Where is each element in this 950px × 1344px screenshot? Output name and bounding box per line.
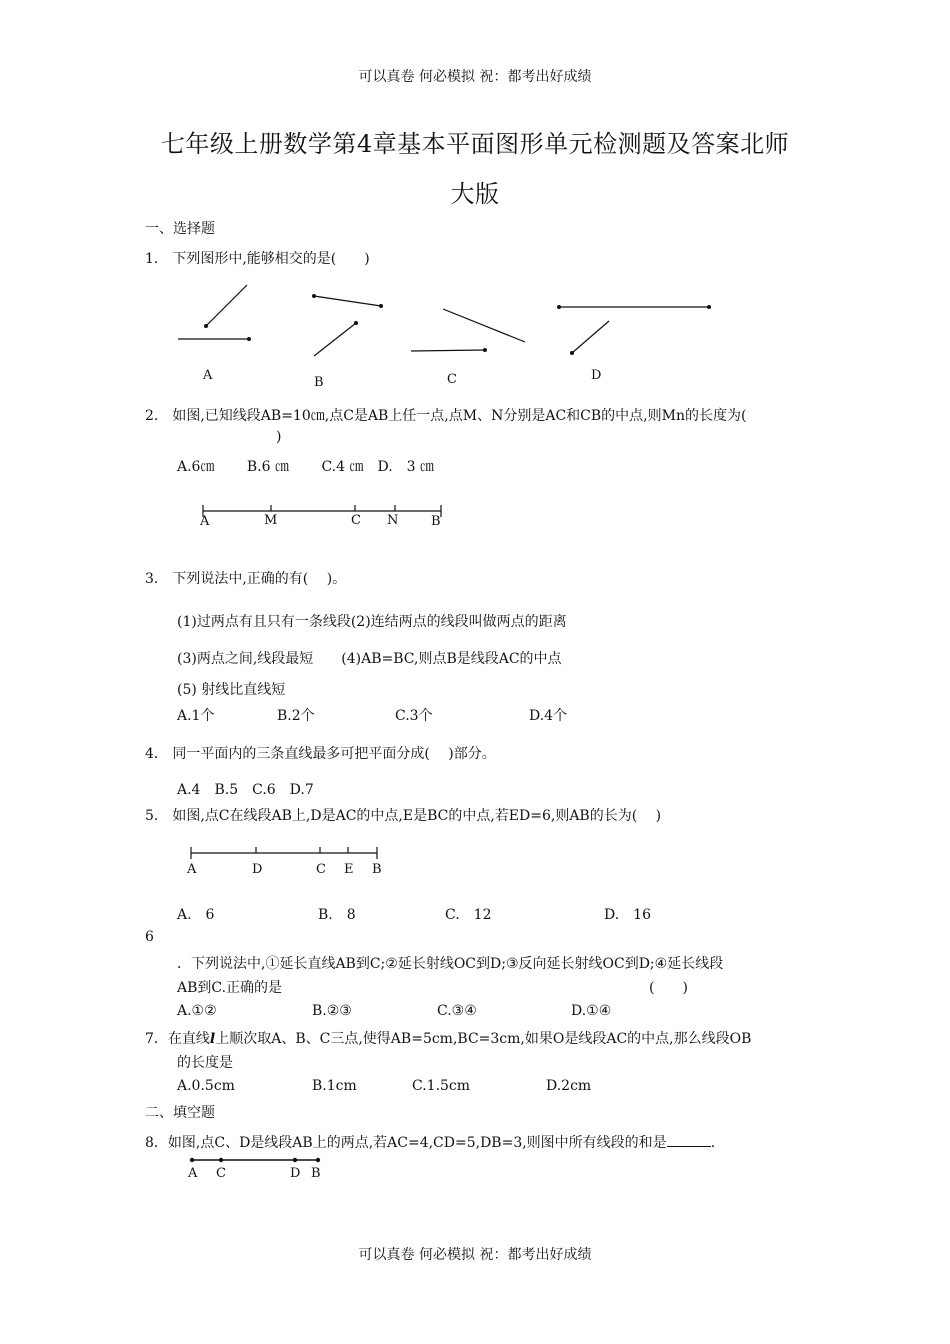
q3-stem: 3． 下列说法中,正确的有( )。: [145, 571, 347, 587]
q7-option-a: A.0.5cm: [177, 1078, 235, 1094]
q3-statement-1: (1)过两点有且只有一条线段(2)连结两点的线段叫做两点的距离: [177, 614, 567, 630]
q3-statement-2: (3)两点之间,线段最短 (4)AB=BC,则点B是线段AC的中点: [177, 651, 562, 667]
q6-stem: ．下列说法中,①延长直线AB到C;②延长射线OC到D;③反向延长射线OC到D;④延长线段: [177, 956, 724, 972]
q5-option-a: A. 6: [177, 907, 215, 923]
q8-stem: [145, 1132, 715, 1152]
q7-option-d: D.2cm: [546, 1078, 592, 1094]
q8-point-a: A: [188, 1166, 198, 1181]
q8-stem-end: .: [710, 1135, 716, 1151]
q6-stem-cont: AB到C.正确的是: [177, 980, 283, 996]
page-footer: 可以真卷 何必模拟 祝：都考出好成绩: [358, 1247, 592, 1263]
q5-stem: 5． 如图,点C在线段AB上,D是AC的中点,E是BC的中点,若ED=6,则AB的长为( ): [145, 808, 662, 824]
q1-label-a: A: [203, 368, 213, 383]
q3-option-b: B.2个: [277, 708, 315, 724]
q7-italic-l: l: [209, 1031, 216, 1047]
q3-option-a: A.1个: [177, 708, 215, 724]
q3-statement-3: (5) 射线比直线短: [177, 682, 286, 698]
q8-answer-blank[interactable]: [667, 1134, 711, 1147]
q5-segment-figure: [191, 847, 377, 859]
q7-option-c: C.1.5cm: [412, 1078, 471, 1094]
q4-stem: 4． 同一平面内的三条直线最多可把平面分成( )部分。: [145, 746, 496, 762]
q6-answer-paren: ( ): [649, 980, 688, 996]
section-heading-fill: 二、填空题: [145, 1105, 215, 1121]
q1-stem: 1． 下列图形中,能够相交的是( ): [145, 251, 370, 267]
q2-point-n: N: [387, 513, 399, 528]
q7-stem-start: 7．在直线: [145, 1031, 210, 1047]
q4-options: A.4 B.5 C.6 D.7: [177, 782, 314, 798]
q8-segment-figure: [190, 1158, 320, 1162]
q3-option-c: C.3个: [395, 708, 433, 724]
q6-option-d: D.①④: [571, 1003, 612, 1019]
q5-point-e: E: [344, 862, 354, 877]
q1-label-c: C: [447, 372, 457, 387]
q6-option-c: C.③④: [437, 1003, 477, 1019]
q7-stem-rest: 上顺次取A、B、C三点,使得AB=5cm,BC=3cm,如果O是线段AC的中点,那么线段OB: [215, 1031, 752, 1047]
q1-figure-c: [411, 309, 525, 352]
q2-stem: 2． 如图,已知线段AB=10㎝,点C是AB上任一点,点M、N分别是AC和CB的中点,则Mn的长度为(: [145, 408, 747, 424]
q5-point-c: C: [316, 862, 326, 877]
q6-option-b: B.②③: [312, 1003, 352, 1019]
q1-figure-b: [312, 294, 383, 356]
section-heading-choice: 一、选择题: [145, 221, 215, 237]
q1-label-d: D: [591, 368, 602, 383]
q8-point-d: D: [290, 1166, 301, 1181]
q2-stem-cont: ): [276, 429, 282, 445]
document-title-line1: 七年级上册数学第4章基本平面图形单元检测题及答案北师: [160, 130, 790, 158]
q7-stem: [145, 1028, 751, 1048]
q2-options: A.6㎝ B.6 ㎝ C.4 ㎝ D. 3 ㎝: [177, 459, 435, 475]
q2-point-m: M: [264, 513, 278, 528]
q2-point-b: B: [431, 514, 441, 529]
q8-point-b: B: [311, 1166, 321, 1181]
q1-label-b: B: [314, 375, 324, 390]
q5-point-b: B: [372, 862, 382, 877]
q5-option-d: D. 16: [604, 907, 651, 923]
q2-segment-figure: [203, 505, 441, 517]
q6-option-a: A.①②: [177, 1003, 217, 1019]
q2-point-c: C: [351, 513, 361, 528]
q5-option-b: B. 8: [318, 907, 356, 923]
q5-point-d: D: [252, 862, 263, 877]
q3-option-d: D.4个: [529, 708, 568, 724]
q8-point-c: C: [216, 1166, 226, 1181]
q5-point-a: A: [187, 862, 197, 877]
q5-option-c: C. 12: [445, 907, 492, 923]
q8-stem-text: 8．如图,点C、D是线段AB上的两点,若AC=4,CD=5,DB=3,则图中所有线段的和是: [145, 1135, 667, 1151]
q7-stem-cont: 的长度是: [177, 1055, 233, 1071]
q1-figure-d: [557, 305, 711, 355]
q1-figure-a: [178, 285, 251, 341]
q6-number: 6: [145, 929, 154, 945]
q2-point-a: A: [200, 514, 210, 529]
page-header: 可以真卷 何必模拟 祝：都考出好成绩: [358, 69, 592, 85]
document-title-line2: 大版: [450, 180, 500, 208]
q7-option-b: B.1cm: [312, 1078, 357, 1094]
